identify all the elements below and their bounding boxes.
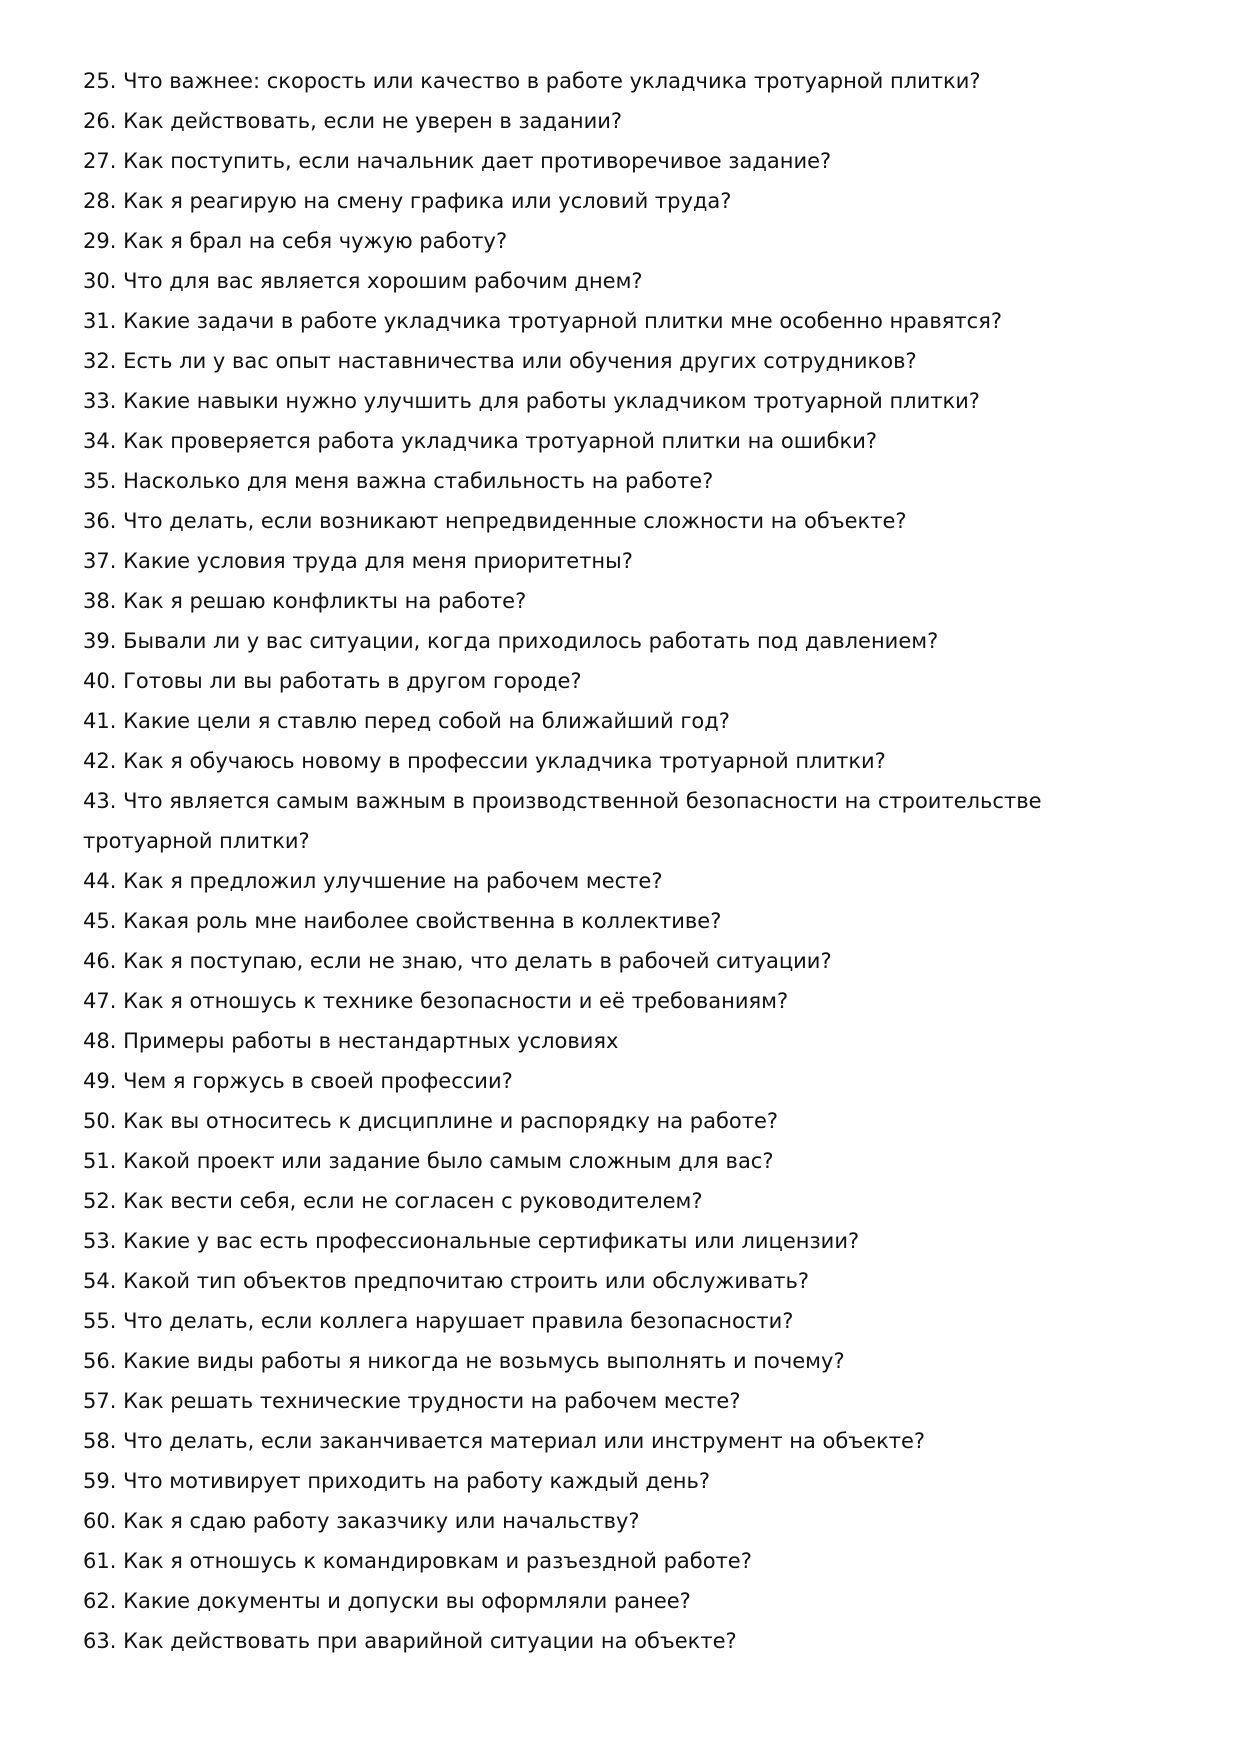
- question-item: 58. Что делать, если заканчивается материал или инструмент на объекте?: [83, 1429, 926, 1453]
- question-item: 62. Какие документы и допуски вы оформляли ранее?: [83, 1589, 691, 1613]
- question-item: 52. Как вести себя, если не согласен с руководителем?: [83, 1189, 703, 1213]
- question-item: 63. Как действовать при аварийной ситуации на объекте?: [83, 1629, 737, 1653]
- question-item: 49. Чем я горжусь в своей профессии?: [83, 1069, 513, 1093]
- question-item: 48. Примеры работы в нестандартных условиях: [83, 1029, 619, 1053]
- question-item: 50. Как вы относитесь к дисциплине и распорядку на работе?: [83, 1109, 779, 1133]
- question-item: 36. Что делать, если возникают непредвиденные сложности на объекте?: [83, 509, 907, 533]
- question-item: 35. Насколько для меня важна стабильность на работе?: [83, 469, 714, 493]
- question-item: 47. Как я отношусь к технике безопасности и её требованиям?: [83, 989, 789, 1013]
- question-item: 25. Что важнее: скорость или качество в работе укладчика тротуарной плитки?: [83, 69, 981, 93]
- question-item: 41. Какие цели я ставлю перед собой на ближайший год?: [83, 709, 730, 733]
- question-item: 59. Что мотивирует приходить на работу каждый день?: [83, 1469, 711, 1493]
- question-item: 28. Как я реагирую на смену графика или условий труда?: [83, 189, 732, 213]
- question-item: 45. Какая роль мне наиболее свойственна в коллективе?: [83, 909, 722, 933]
- question-item: 55. Что делать, если коллега нарушает правила безопасности?: [83, 1309, 794, 1333]
- question-item: 37. Какие условия труда для меня приоритетны?: [83, 549, 633, 573]
- question-item: 46. Как я поступаю, если не знаю, что делать в рабочей ситуации?: [83, 949, 832, 973]
- question-item: 43. Что является самым важным в производственной безопасности на строительстве тротуарной плитки?: [83, 789, 1042, 853]
- question-item: 32. Есть ли у вас опыт наставничества или обучения других сотрудников?: [83, 349, 917, 373]
- question-item: 60. Как я сдаю работу заказчику или начальству?: [83, 1509, 640, 1533]
- question-item: 54. Какой тип объектов предпочитаю строить или обслуживать?: [83, 1269, 809, 1293]
- question-item: 61. Как я отношусь к командировкам и разъездной работе?: [83, 1549, 752, 1573]
- question-item: 53. Какие у вас есть профессиональные сертификаты или лицензии?: [83, 1229, 860, 1253]
- question-item: 27. Как поступить, если начальник дает противоречивое задание?: [83, 149, 832, 173]
- question-item: 44. Как я предложил улучшение на рабочем месте?: [83, 869, 663, 893]
- question-item: 31. Какие задачи в работе укладчика тротуарной плитки мне особенно нравятся?: [83, 309, 1002, 333]
- question-item: 42. Как я обучаюсь новому в профессии укладчика тротуарной плитки?: [83, 749, 886, 773]
- question-item: 40. Готовы ли вы работать в другом городе?: [83, 669, 582, 693]
- question-item: 38. Как я решаю конфликты на работе?: [83, 589, 527, 613]
- question-item: 51. Какой проект или задание было самым сложным для вас?: [83, 1149, 774, 1173]
- question-item: 57. Как решать технические трудности на рабочем месте?: [83, 1389, 741, 1413]
- question-item: 34. Как проверяется работа укладчика тротуарной плитки на ошибки?: [83, 429, 877, 453]
- question-item: 33. Какие навыки нужно улучшить для работы укладчиком тротуарной плитки?: [83, 389, 980, 413]
- question-list: [83, 61, 1173, 1661]
- question-item: 56. Какие виды работы я никогда не возьмусь выполнять и почему?: [83, 1349, 845, 1373]
- question-item: 26. Как действовать, если не уверен в задании?: [83, 109, 623, 133]
- question-item: 39. Бывали ли у вас ситуации, когда приходилось работать под давлением?: [83, 629, 939, 653]
- question-item: 30. Что для вас является хорошим рабочим днем?: [83, 269, 643, 293]
- question-item: 29. Как я брал на себя чужую работу?: [83, 229, 508, 253]
